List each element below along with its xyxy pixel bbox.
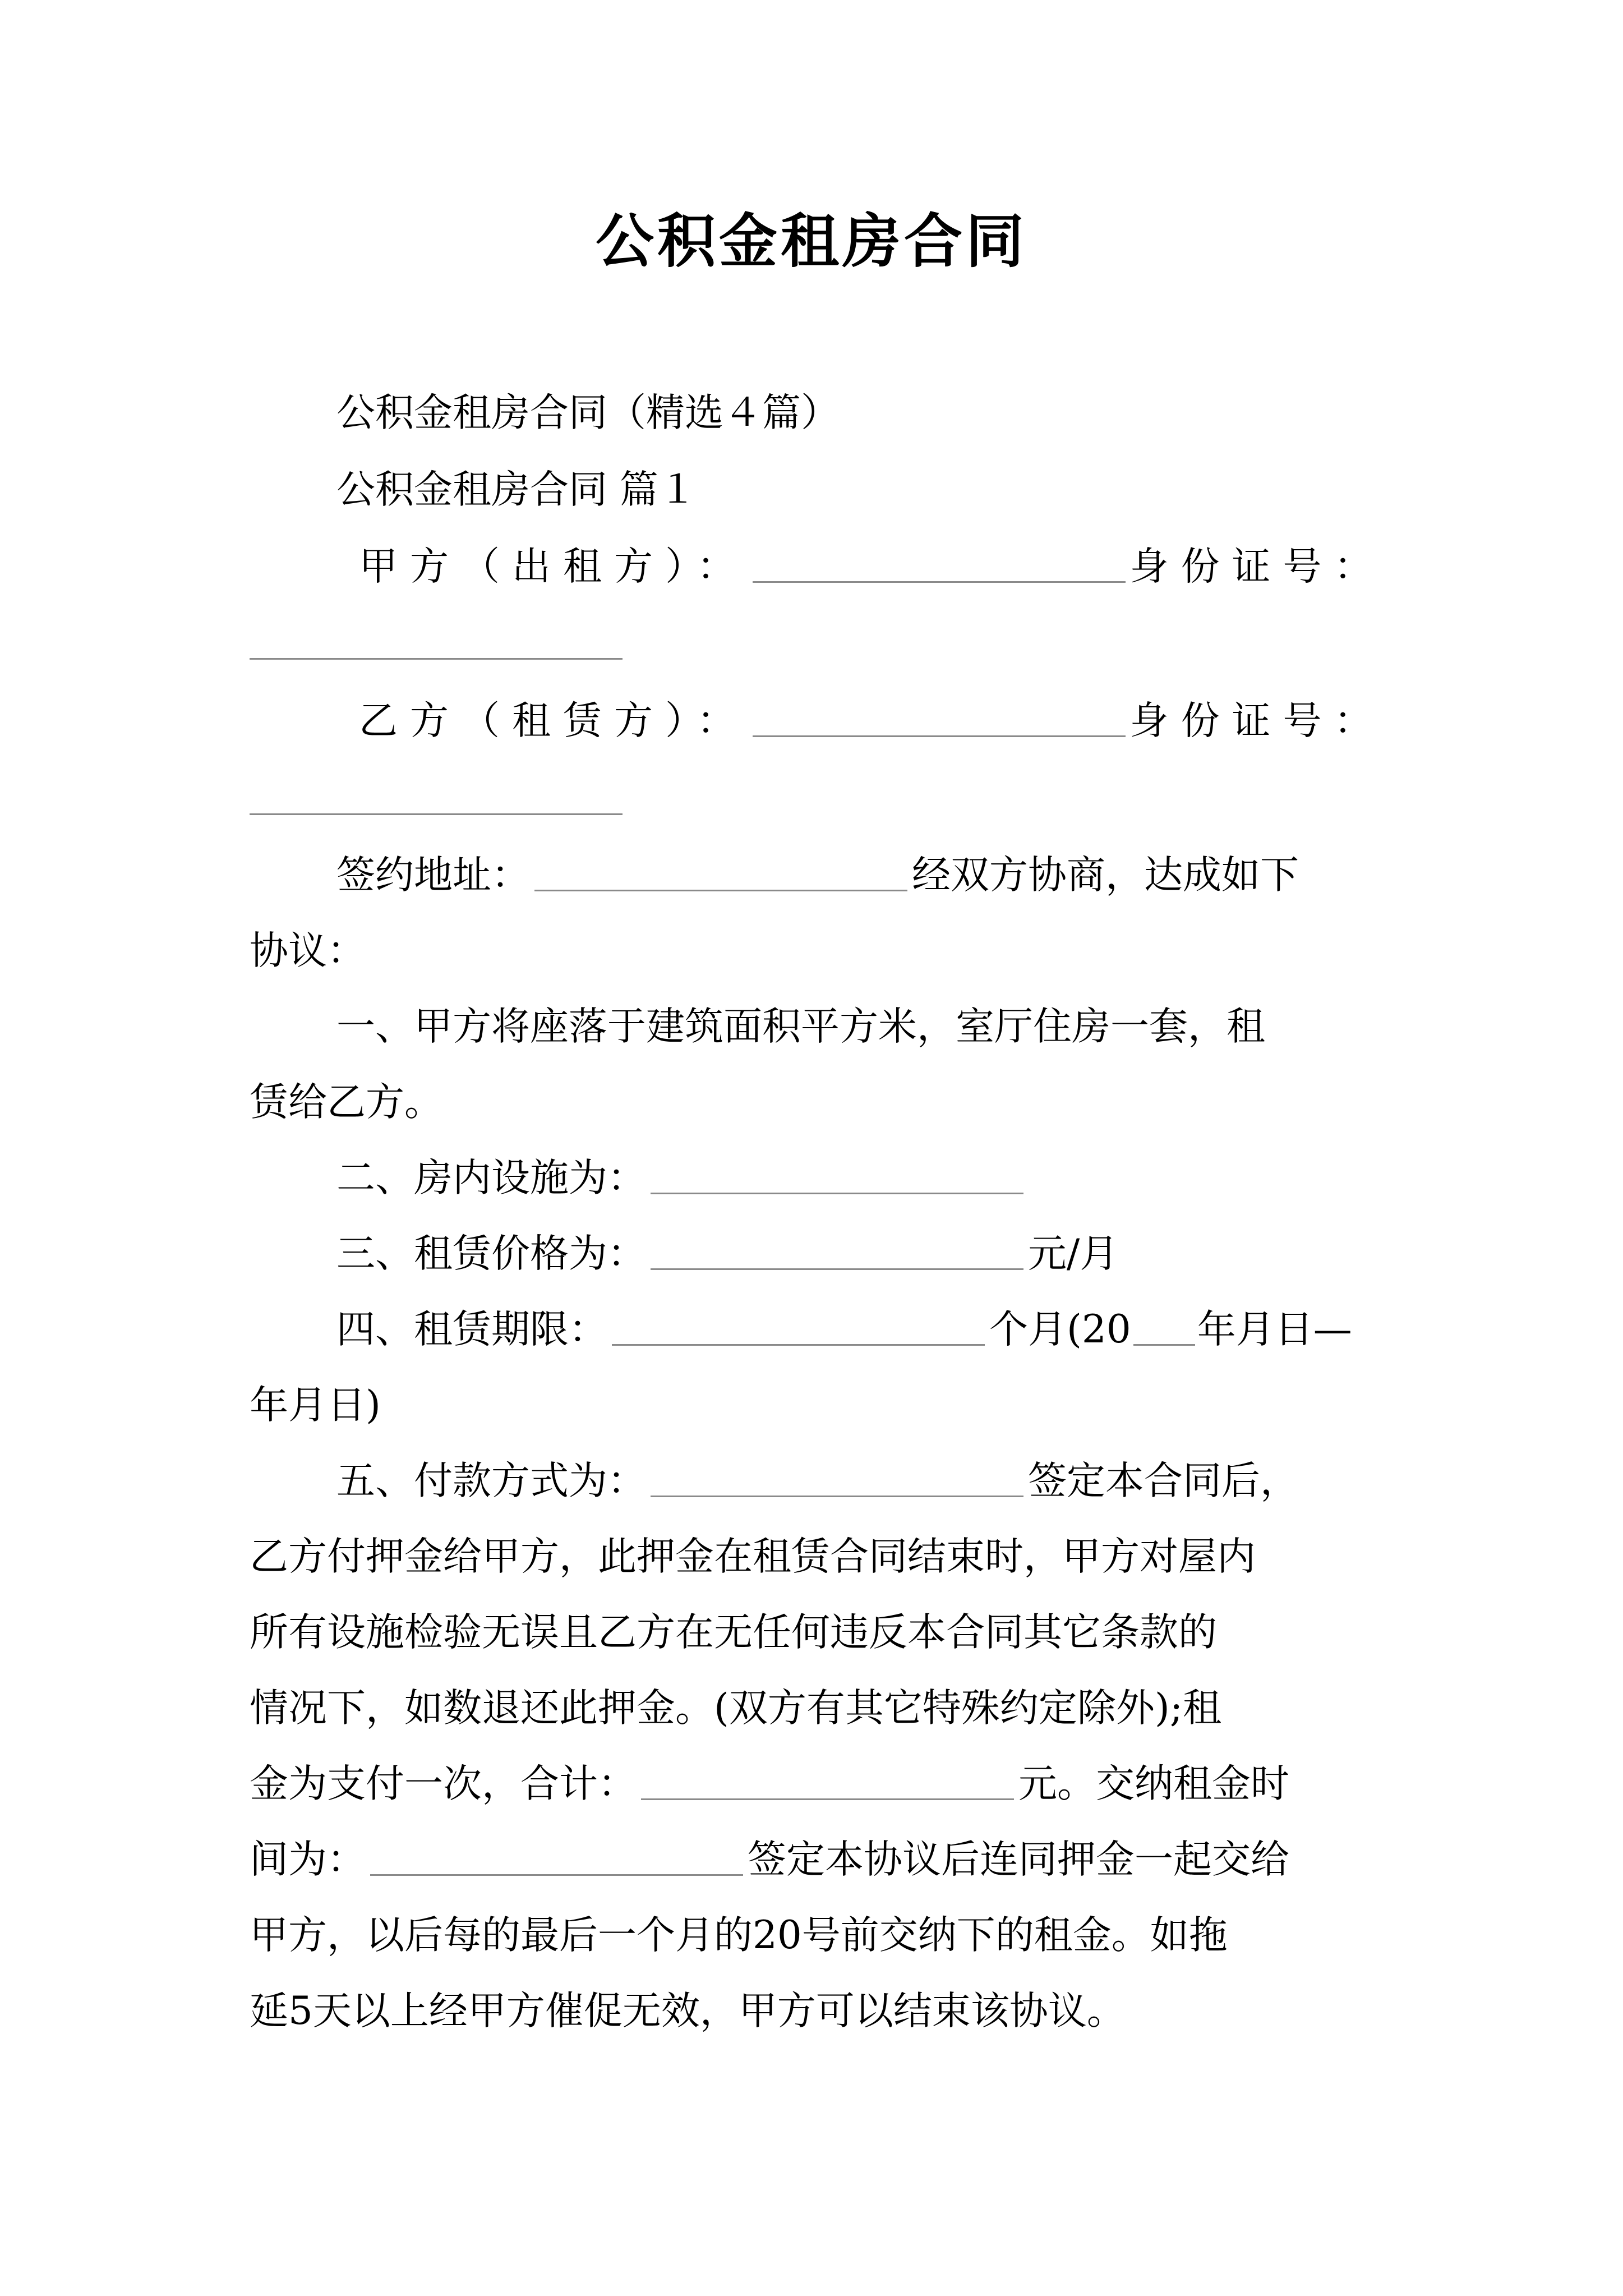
clause-5-line-6-tail: 签定本协议后连同押金一起交给 (748, 1837, 1289, 1882)
clause-5-line-2: 乙方付押金给甲方，此押金在租赁合同结束时，甲方对屋内 (250, 1534, 1256, 1579)
clause-5-line-7: 甲方，以后每的最后一个月的20号前交纳下的租金。如拖 (250, 1913, 1228, 1958)
clause-5-tail: 签定本合同后， (1028, 1458, 1299, 1503)
party-b-label: 乙方（租赁方）： (359, 698, 748, 743)
sign-place-line (336, 847, 1299, 903)
clause-3-head: 三、租赁价格为： (336, 1231, 646, 1276)
clause-5-line-1 (336, 1453, 1299, 1509)
clause-4-mid: 个月(20 (989, 1307, 1131, 1352)
clause-5-line-3: 所有设施检验无误且乙方在无任何违反本合同其它条款的 (250, 1610, 1217, 1655)
party-a-label: 甲方（出租方）： (359, 544, 748, 589)
party-a-line (359, 539, 1385, 595)
clause-3-line (336, 1226, 1118, 1282)
party-b-id-blank (250, 813, 623, 815)
clause-5-line-6-head: 间为： (250, 1837, 366, 1882)
document-subtitle: 公积金租房合同（精选４篇） (336, 390, 840, 435)
page-title: 公积金租房合同 (595, 207, 1027, 275)
clause-2-line (336, 1150, 1028, 1206)
clause-4-line (336, 1301, 1352, 1358)
payment-time-blank (370, 1874, 743, 1876)
clause-5-line-6 (250, 1832, 1289, 1888)
year-blank (1133, 1344, 1195, 1346)
party-b-id-label: 身份证号： (1129, 698, 1385, 743)
party-a-name-blank (753, 581, 1126, 583)
facilities-blank (651, 1193, 1023, 1194)
party-a-id-label: 身份证号： (1129, 544, 1385, 589)
sign-place-tail: 经双方协商，达成如下 (912, 853, 1299, 898)
clause-4-line-2: 年月日) (250, 1383, 381, 1428)
clause-2-text: 二、房内设施为： (336, 1156, 646, 1200)
section-heading: 公积金租房合同 篇１ (336, 467, 697, 512)
clause-5-line-5 (250, 1756, 1289, 1812)
sign-place-label: 签约地址： (336, 853, 530, 898)
clause-5-line-8: 延5天以上经甲方催促无效，甲方可以结束该协议。 (250, 1989, 1126, 2033)
clause-3-tail: 元/月 (1028, 1231, 1119, 1276)
party-b-line (359, 693, 1385, 749)
clause-5-line-4: 情况下，如数退还此押金。(双方有其它特殊约定除外);租 (250, 1686, 1222, 1731)
term-blank (612, 1344, 985, 1346)
party-a-id-blank (250, 658, 623, 660)
sign-place-blank (534, 890, 907, 891)
clause-4-head: 四、租赁期限： (336, 1307, 607, 1352)
party-b-name-blank (753, 735, 1126, 737)
clause-5-line-5-tail: 元。交纳租金时 (1018, 1761, 1289, 1806)
clause-5-line-5-head: 金为支付一次，合计： (250, 1761, 637, 1806)
clause-1-line-2: 赁给乙方。 (250, 1080, 443, 1125)
clause-1-line-1: 一、甲方将座落于建筑面积平方米，室厅住房一套，租 (336, 1004, 1265, 1049)
price-blank (651, 1268, 1023, 1270)
total-amount-blank (641, 1798, 1014, 1800)
sign-place-cont: 协议： (250, 928, 366, 973)
clause-5-head: 五、付款方式为： (336, 1458, 646, 1503)
clause-4-tail: 年月日— (1197, 1307, 1352, 1352)
payment-method-blank (651, 1496, 1023, 1497)
